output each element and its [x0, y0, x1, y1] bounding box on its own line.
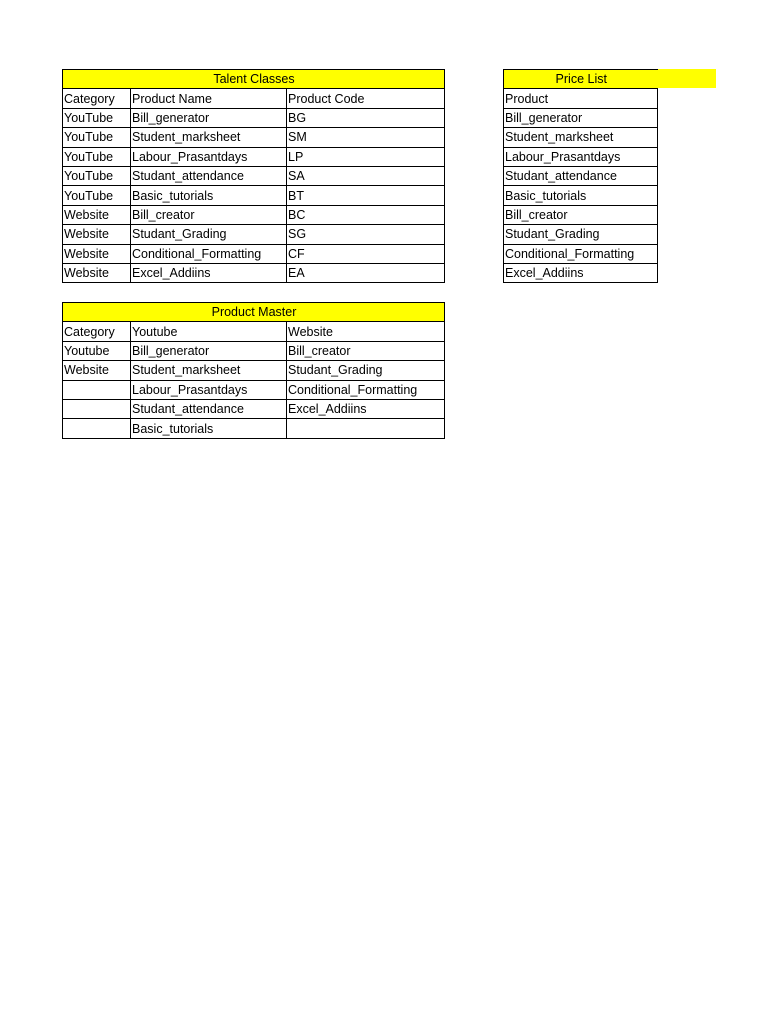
- table-title-row: [504, 70, 658, 89]
- product-code-cell[interactable]: LP: [287, 147, 445, 166]
- category-cell[interactable]: [63, 380, 131, 399]
- table-title-row: [63, 303, 445, 322]
- product-code-cell[interactable]: BG: [287, 108, 445, 127]
- product-name-cell[interactable]: Studant_Grading: [131, 225, 287, 244]
- product-cell[interactable]: Studant_Grading: [504, 225, 658, 244]
- table-row: [63, 205, 445, 224]
- product-name-cell[interactable]: Excel_Addiins: [131, 263, 287, 282]
- table-row: [63, 399, 445, 418]
- table-row: [504, 205, 658, 224]
- table-row: [504, 244, 658, 263]
- table-title-row: [63, 70, 445, 89]
- table-row: [504, 108, 658, 127]
- product-name-cell[interactable]: Bill_generator: [131, 108, 287, 127]
- category-cell[interactable]: Website: [63, 225, 131, 244]
- table-row: [63, 341, 445, 360]
- category-cell[interactable]: YouTube: [63, 166, 131, 185]
- talent-classes-title[interactable]: Talent Classes: [63, 70, 445, 89]
- category-cell[interactable]: YouTube: [63, 147, 131, 166]
- product-name-cell[interactable]: Basic_tutorials: [131, 186, 287, 205]
- table-row: [504, 166, 658, 185]
- product-name-cell[interactable]: Bill_creator: [131, 205, 287, 224]
- youtube-product-cell[interactable]: Studant_attendance: [131, 399, 287, 418]
- header-cell[interactable]: Category: [63, 89, 131, 108]
- product-code-cell[interactable]: SA: [287, 166, 445, 185]
- price-list-table: [503, 69, 658, 283]
- category-cell[interactable]: Website: [63, 244, 131, 263]
- header-cell[interactable]: Website: [287, 322, 445, 341]
- table-row: [63, 361, 445, 380]
- product-cell[interactable]: Bill_generator: [504, 108, 658, 127]
- table-row: [63, 263, 445, 282]
- product-cell[interactable]: Excel_Addiins: [504, 263, 658, 282]
- table-row: [63, 147, 445, 166]
- product-cell[interactable]: Basic_tutorials: [504, 186, 658, 205]
- table-row: [504, 225, 658, 244]
- header-cell[interactable]: Product Code: [287, 89, 445, 108]
- product-cell[interactable]: Conditional_Formatting: [504, 244, 658, 263]
- table-row: [63, 186, 445, 205]
- table-header-row: [63, 89, 445, 108]
- header-cell[interactable]: Product: [504, 89, 658, 108]
- category-cell[interactable]: [63, 419, 131, 438]
- product-cell[interactable]: Studant_attendance: [504, 166, 658, 185]
- product-code-cell[interactable]: SM: [287, 128, 445, 147]
- website-product-cell[interactable]: Conditional_Formatting: [287, 380, 445, 399]
- table-row: [63, 128, 445, 147]
- product-name-cell[interactable]: Labour_Prasantdays: [131, 147, 287, 166]
- product-code-cell[interactable]: BC: [287, 205, 445, 224]
- price-list-title[interactable]: Price List: [504, 70, 658, 89]
- product-code-cell[interactable]: EA: [287, 263, 445, 282]
- website-product-cell[interactable]: Bill_creator: [287, 341, 445, 360]
- header-cell[interactable]: Youtube: [131, 322, 287, 341]
- table-row: [63, 108, 445, 127]
- product-name-cell[interactable]: Conditional_Formatting: [131, 244, 287, 263]
- website-product-cell[interactable]: Excel_Addiins: [287, 399, 445, 418]
- product-master-table: [62, 302, 445, 439]
- table-row: [63, 166, 445, 185]
- product-cell[interactable]: Bill_creator: [504, 205, 658, 224]
- youtube-product-cell[interactable]: Labour_Prasantdays: [131, 380, 287, 399]
- youtube-product-cell[interactable]: Bill_generator: [131, 341, 287, 360]
- table-row: [63, 380, 445, 399]
- youtube-product-cell[interactable]: Basic_tutorials: [131, 419, 287, 438]
- table-header-row: [63, 322, 445, 341]
- youtube-product-cell[interactable]: Student_marksheet: [131, 361, 287, 380]
- category-cell[interactable]: YouTube: [63, 186, 131, 205]
- product-code-cell[interactable]: CF: [287, 244, 445, 263]
- table-row: [504, 263, 658, 282]
- table-row: [63, 225, 445, 244]
- table-row: [63, 419, 445, 438]
- price-list-title-fill-extension: [657, 69, 716, 88]
- category-cell[interactable]: Youtube: [63, 341, 131, 360]
- website-product-cell[interactable]: [287, 419, 445, 438]
- header-cell[interactable]: Category: [63, 322, 131, 341]
- product-name-cell[interactable]: Student_marksheet: [131, 128, 287, 147]
- table-row: [504, 186, 658, 205]
- website-product-cell[interactable]: Studant_Grading: [287, 361, 445, 380]
- product-cell[interactable]: Labour_Prasantdays: [504, 147, 658, 166]
- product-cell[interactable]: Student_marksheet: [504, 128, 658, 147]
- table-header-row: [504, 89, 658, 108]
- product-code-cell[interactable]: SG: [287, 225, 445, 244]
- table-row: [504, 147, 658, 166]
- category-cell[interactable]: [63, 399, 131, 418]
- product-master-title[interactable]: Product Master: [63, 303, 445, 322]
- category-cell[interactable]: YouTube: [63, 108, 131, 127]
- category-cell[interactable]: Website: [63, 361, 131, 380]
- category-cell[interactable]: Website: [63, 205, 131, 224]
- table-row: [504, 128, 658, 147]
- talent-classes-table: [62, 69, 445, 283]
- product-code-cell[interactable]: BT: [287, 186, 445, 205]
- product-name-cell[interactable]: Studant_attendance: [131, 166, 287, 185]
- category-cell[interactable]: YouTube: [63, 128, 131, 147]
- table-row: [63, 244, 445, 263]
- header-cell[interactable]: Product Name: [131, 89, 287, 108]
- category-cell[interactable]: Website: [63, 263, 131, 282]
